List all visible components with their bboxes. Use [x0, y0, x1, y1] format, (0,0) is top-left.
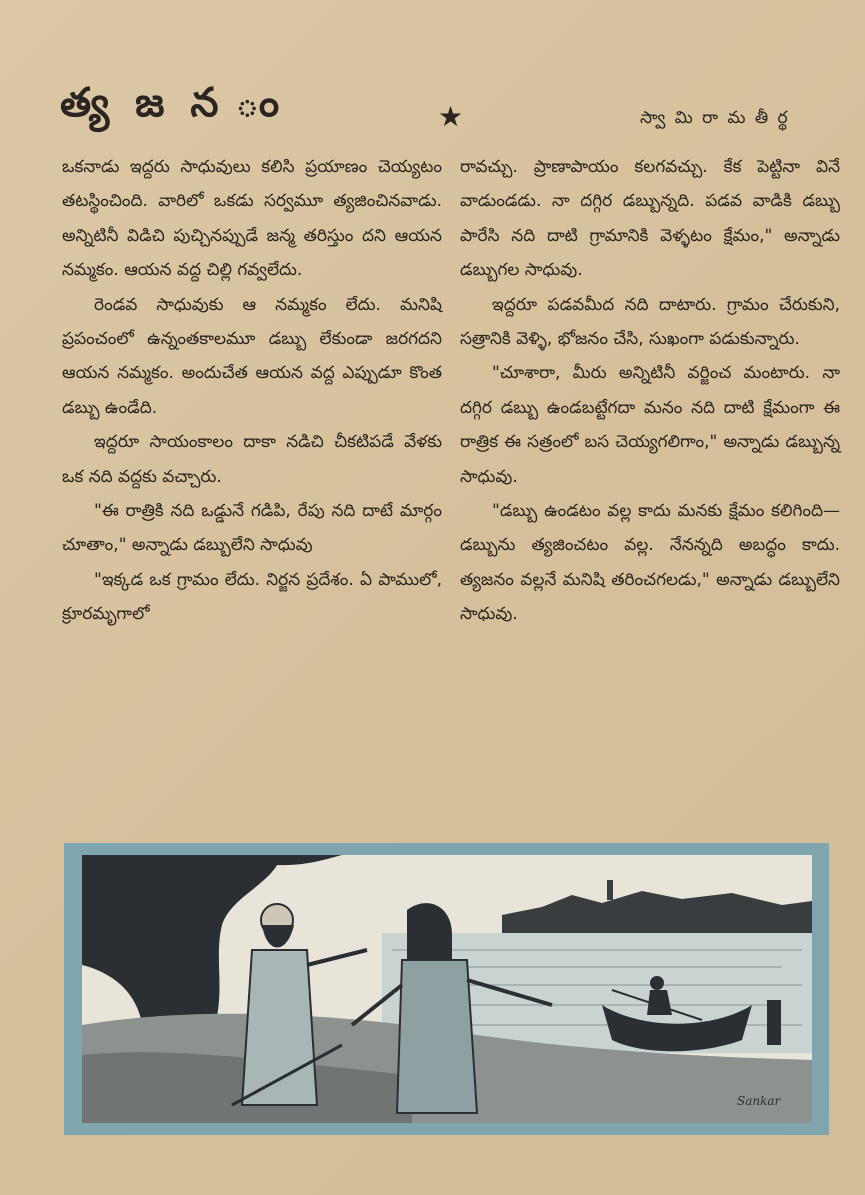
- paragraph: "ఇక్కడ ఒక గ్రామం లేదు. నిర్జన ప్రదేశం. ఏ పాములో, క్రూరమృగాలో: [62, 569, 442, 625]
- mooring-post: [767, 1000, 781, 1045]
- paragraph: "ఈ రాత్రికి నది ఒడ్డునే గడిపి, రేపు నది దాటే మార్గం చూతాం," అన్నాడు డబ్బులేని సాధువు: [62, 501, 442, 556]
- paragraph: "డబ్బు ఉండటం వల్ల కాదు మనకు క్షేమం కలిగింది—డబ్బును త్యజించటం వల్ల. నేనన్నది అబద్ధం కాదు. త్యజనం వల్లనే మనిషి తరించగలడు," అన్నాడు డబ్బులేని సాధువు.: [460, 501, 840, 625]
- right-column: [460, 150, 840, 632]
- temple-spire: [607, 880, 613, 900]
- illustration-drawing: [82, 855, 812, 1123]
- paragraph: రావచ్చు. ప్రాణాపాయం కలగవచ్చు. కేక పెట్టినా వినే వాడుండడు. నా దగ్గిర డబ్బున్నది. పడవ వాడికి డబ్బు పారేసి నది దాటి గ్రామానికి వెళ్ళటం క్షేమం," అన్నాడు డబ్బుగల సాధువు.: [460, 157, 840, 281]
- paragraph: ఇద్దరూ సాయంకాలం దాకా నడిచి చీకటిపడే వేళకు ఒక నది వద్దకు వచ్చారు.: [62, 432, 442, 487]
- left-column: [62, 150, 442, 632]
- paragraph: రెండవ సాధువుకు ఆ నమ్మకం లేదు. మనిషి ప్రపంచంలో ఉన్నంతకాలమూ డబ్బు లేకుండా జరగదని ఆయన నమ్మకం. అందుచేత ఆయన వద్ద ఎప్పుడూ కొంత డబ్బు ఉండేది.: [62, 294, 442, 418]
- author-name: స్వా మి రా మ తీ ర్థ: [640, 108, 790, 128]
- story-title: త్య జ న ం: [60, 80, 286, 126]
- paragraph: ఇద్దరూ పడవమీద నది దాటారు. గ్రామం చేరుకుని, సత్రానికి వెళ్ళి, భోజనం చేసి, సుఖంగా పడుకున్నారు.: [460, 294, 840, 350]
- paragraph: ఒకనాడు ఇద్దరు సాధువులు కలిసి ప్రయాణం చెయ్యటం తటస్థించింది. వారిలో ఒకడు సర్వమూ త్యజించినవాడు. అన్నిటినీ విడిచి పుచ్చినప్పుడే జన్మ తరిస్తుం దని ఆయన నమ్మకం. ఆయన వద్ద చిల్లి గవ్వలేదు.: [62, 157, 442, 281]
- sadhu-right-robe: [397, 960, 477, 1113]
- sadhu-left-robe: [242, 950, 317, 1105]
- star-icon: ★: [438, 100, 464, 133]
- paragraph: "చూశారా, మీరు అన్నిటినీ వర్జించ మంటారు. నా దగ్గిర డబ్బు ఉండబట్టేగదా మనం నది దాటి క్షేమంగా ఈ రాత్రిక ఈ సత్రంలో బస చెయ్యగలిగాం," అన్నాడు డబ్బున్న సాధువు.: [460, 363, 840, 487]
- artist-signature: Sankar: [737, 1094, 781, 1108]
- story-illustration: [64, 843, 829, 1135]
- boatman-head: [650, 976, 664, 990]
